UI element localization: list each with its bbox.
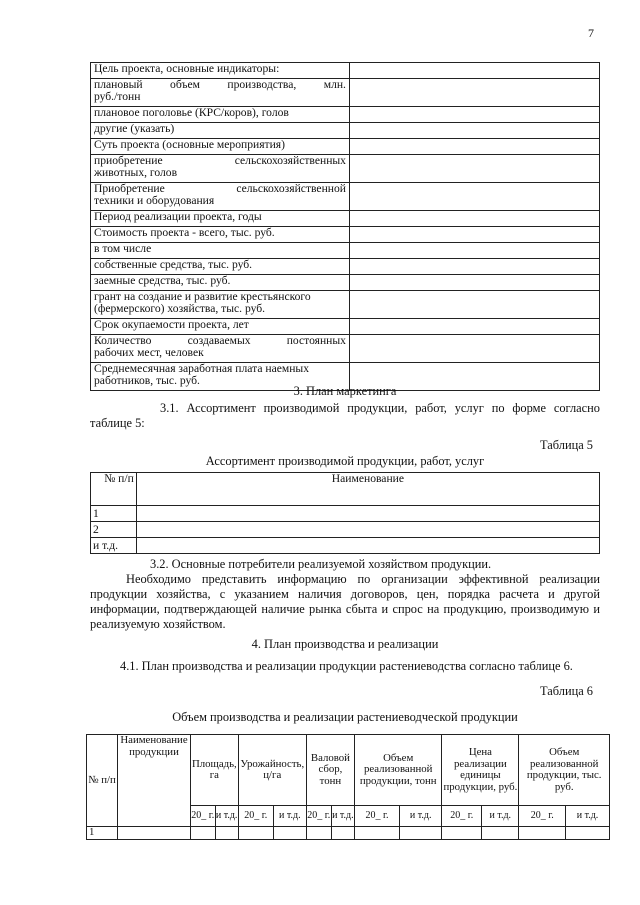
table-cell-label: Цель проекта, основные индикаторы: xyxy=(91,63,350,79)
table-cell-label: Период реализации проекта, годы xyxy=(91,211,350,227)
table-cell xyxy=(306,827,331,840)
table-cell xyxy=(136,522,599,538)
subheader-etc: и т.д. xyxy=(566,806,610,827)
table-5-title: Ассортимент производимой продукции, работ, услуг xyxy=(205,454,485,468)
subheader-etc: и т.д. xyxy=(482,806,519,827)
table-row xyxy=(91,319,600,335)
col-header-area: Площадь, га xyxy=(191,735,239,806)
project-indicators-table xyxy=(90,62,600,391)
col-header-yield: Урожайность, ц/га xyxy=(238,735,306,806)
table-cell: 1 xyxy=(91,506,137,522)
col-header-gross: Валовой сбор, тонн xyxy=(306,735,354,806)
table-cell-value xyxy=(349,155,599,183)
table-row xyxy=(91,259,600,275)
table-cell xyxy=(331,827,354,840)
section-heading-marketing: 3. План маркетинга xyxy=(293,384,397,398)
table-row xyxy=(91,63,600,79)
paragraph-3-2: 3.2. Основные потребители реализуемой хозяйством продукции. xyxy=(150,557,492,571)
table-cell xyxy=(136,506,599,522)
table-cell-label: плановый объем производства, млн. руб./тонн xyxy=(91,79,350,107)
table-row xyxy=(91,522,600,538)
table-cell-label: Срок окупаемости проекта, лет xyxy=(91,319,350,335)
subheader-year: 20_ г. xyxy=(442,806,482,827)
table-cell: и т.д. xyxy=(91,538,137,554)
table-cell-label: грант на создание и развитие крестьянского (фермерского) хозяйства, тыс. руб. xyxy=(91,291,350,319)
subheader-etc: и т.д. xyxy=(215,806,238,827)
subheader-year: 20_ г. xyxy=(355,806,400,827)
table-cell-value xyxy=(349,227,599,243)
section-heading-production: 4. План производства и реализации xyxy=(251,637,439,651)
table-cell xyxy=(136,538,599,554)
table-row xyxy=(91,227,600,243)
table-cell-label: в том числе xyxy=(91,243,350,259)
table-cell-value xyxy=(349,139,599,155)
table-row xyxy=(91,155,600,183)
table-row xyxy=(91,107,600,123)
assortment-table xyxy=(90,472,600,554)
table-6-title: Объем производства и реализации растениеводческой продукции xyxy=(172,710,518,724)
table-cell-value xyxy=(349,259,599,275)
production-table xyxy=(86,734,610,840)
table-cell-label: Суть проекта (основные мероприятия) xyxy=(91,139,350,155)
table-cell xyxy=(118,827,191,840)
table-cell-value xyxy=(349,319,599,335)
table-cell: 1 xyxy=(87,827,118,840)
table-row xyxy=(91,183,600,211)
table-row xyxy=(87,827,610,840)
table-row xyxy=(91,79,600,107)
paragraph-info: Необходимо представить информацию по организации эффективной реализации продукции хозяйства, с указанием наличия договоров, цен, порядка расчета и другой информации, подтверждающей наличие рынка сбыта и спрос на продукцию, производимую и реализуемую хозяйством. xyxy=(90,572,600,631)
table-row xyxy=(91,139,600,155)
table-cell xyxy=(442,827,482,840)
page-number: 7 xyxy=(588,26,594,40)
table-cell-label: заемные средства, тыс. руб. xyxy=(91,275,350,291)
table-cell-label: Среднемесячная заработная плата наемных работников, тыс. руб. xyxy=(91,363,350,391)
table-cell-label: плановое поголовье (КРС/коров), голов xyxy=(91,107,350,123)
paragraph-3-1: 3.1. Ассортимент производимой продукции, работ, услуг по форме согласно таблице 5: xyxy=(90,401,600,430)
table-cell-value xyxy=(349,183,599,211)
table-cell-value xyxy=(349,243,599,259)
subheader-year: 20_ г. xyxy=(191,806,216,827)
col-header-number: № п/п xyxy=(91,473,137,506)
table-cell-value xyxy=(349,107,599,123)
table-cell-label: приобретение сельскохозяйственных животных, голов xyxy=(91,155,350,183)
table-cell-label: Приобретение сельскохозяйственной техники и оборудования xyxy=(91,183,350,211)
table-row xyxy=(91,211,600,227)
table-row xyxy=(91,291,600,319)
subheader-year: 20_ г. xyxy=(238,806,273,827)
table-header-row xyxy=(87,735,610,806)
table-cell-value xyxy=(349,79,599,107)
table-6-label: Таблица 6 xyxy=(540,684,593,698)
table-cell-value xyxy=(349,123,599,139)
table-row xyxy=(91,243,600,259)
table-cell-label: собственные средства, тыс. руб. xyxy=(91,259,350,275)
subheader-etc: и т.д. xyxy=(400,806,442,827)
table-cell xyxy=(355,827,400,840)
table-row xyxy=(91,335,600,363)
table-cell-label: другие (указать) xyxy=(91,123,350,139)
table-row xyxy=(91,275,600,291)
paragraph-4-1: 4.1. План производства и реализации продукции растениеводства согласно таблице 6. xyxy=(120,659,573,673)
col-header-number: № п/п xyxy=(87,735,118,827)
table-cell-value xyxy=(349,335,599,363)
col-header-sold-value: Объем реализованной продукции, тыс. руб. xyxy=(519,735,610,806)
table-5-label: Таблица 5 xyxy=(540,438,593,452)
table-cell xyxy=(191,827,216,840)
subheader-etc: и т.д. xyxy=(331,806,354,827)
col-header-product-name: Наименование продукции xyxy=(118,735,191,827)
table-cell xyxy=(238,827,273,840)
col-header-sold-volume: Объем реализованной продукции, тонн xyxy=(355,735,442,806)
table-row xyxy=(91,538,600,554)
table-row xyxy=(91,123,600,139)
col-header-price: Цена реализации единицы продукции, руб. xyxy=(442,735,519,806)
col-header-name: Наименование xyxy=(136,473,599,506)
table-cell xyxy=(215,827,238,840)
table-cell-value xyxy=(349,291,599,319)
table-cell xyxy=(519,827,566,840)
table-row xyxy=(91,506,600,522)
table-cell: 2 xyxy=(91,522,137,538)
table-cell-value xyxy=(349,211,599,227)
subheader-year: 20_ г. xyxy=(306,806,331,827)
table-cell xyxy=(482,827,519,840)
table-cell xyxy=(566,827,610,840)
table-cell-value xyxy=(349,63,599,79)
subheader-year: 20_ г. xyxy=(519,806,566,827)
table-cell-label: Количество создаваемых постоянных рабочих мест, человек xyxy=(91,335,350,363)
table-cell-value xyxy=(349,275,599,291)
table-cell-label: Стоимость проекта - всего, тыс. руб. xyxy=(91,227,350,243)
table-cell xyxy=(273,827,306,840)
table-cell xyxy=(400,827,442,840)
table-header-row xyxy=(91,473,600,506)
subheader-etc: и т.д. xyxy=(273,806,306,827)
